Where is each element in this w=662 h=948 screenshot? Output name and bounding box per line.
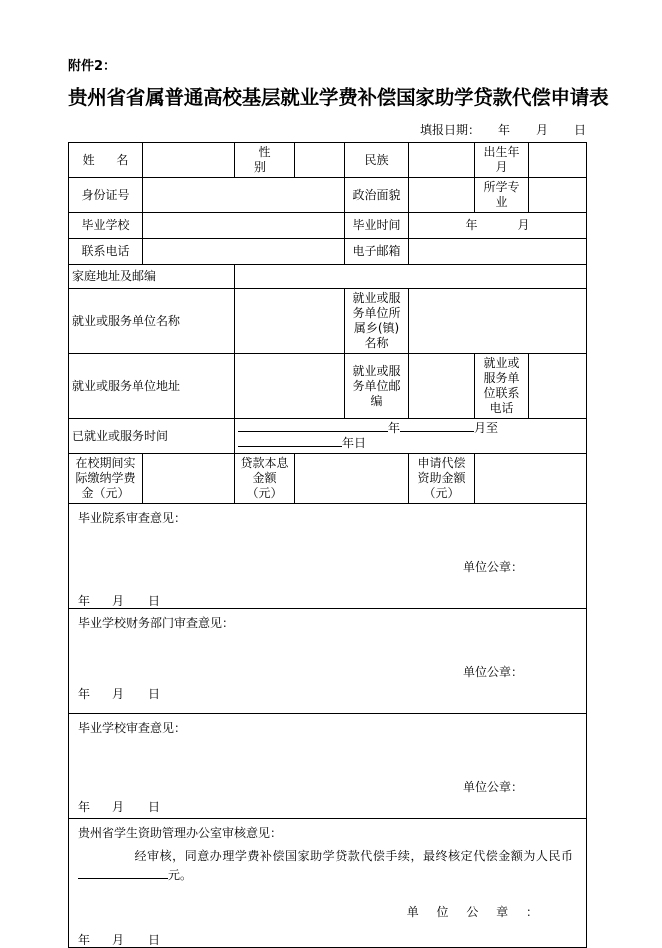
- cell-home-value[interactable]: [235, 265, 587, 289]
- final-amount-blank[interactable]: [78, 878, 168, 879]
- cell-unit-contact-value[interactable]: [529, 354, 587, 419]
- opinion-date-month: 月: [112, 800, 125, 814]
- opinion-block-school[interactable]: [69, 714, 587, 819]
- cell-township-label: 就业或服务单位所属乡(镇)名称: [345, 289, 409, 354]
- opinion-date[interactable]: [78, 800, 160, 815]
- final-date[interactable]: [78, 933, 160, 945]
- service-month1-label: 月至: [474, 421, 499, 435]
- opinion-date-day: 日: [148, 594, 161, 606]
- cell-loan-value[interactable]: [295, 454, 409, 504]
- application-form-table: [68, 142, 587, 948]
- table-row: [69, 178, 587, 213]
- opinion-inner: [72, 716, 583, 816]
- table-row: [69, 454, 587, 504]
- cell-phone-value[interactable]: [143, 239, 345, 265]
- opinion-date-month: 月: [112, 594, 125, 606]
- cell-unit-contact-label: 就业或服务单位联系电话: [475, 354, 529, 419]
- service-start-year-blank[interactable]: [238, 431, 388, 432]
- cell-grad-time-label: 毕业时间: [345, 213, 409, 239]
- opinion-inner: [72, 611, 583, 711]
- cell-political-label: 政治面貌: [345, 178, 409, 213]
- cell-grad-time-value[interactable]: [409, 213, 587, 239]
- cell-ethnicity-label: 民族: [345, 143, 409, 178]
- service-year2-label: 年: [342, 436, 355, 450]
- cell-email-label: 电子邮箱: [345, 239, 409, 265]
- cell-tuition-value[interactable]: [143, 454, 235, 504]
- service-day2-label: 日: [354, 436, 367, 450]
- table-row: [69, 289, 587, 354]
- final-date-month: 月: [112, 933, 125, 945]
- cell-apply-value[interactable]: [475, 454, 587, 504]
- final-date-day: 日: [148, 933, 161, 945]
- cell-postcode-label: 就业或服务单位邮编: [345, 354, 409, 419]
- fill-date-day: 日: [573, 123, 586, 137]
- cell-gender-value[interactable]: [295, 143, 345, 178]
- name-label: 姓 名: [82, 152, 138, 167]
- opinion-date-day: 日: [148, 800, 161, 814]
- table-row: [69, 239, 587, 265]
- cell-service-time-label: 已就业或服务时间: [69, 419, 235, 454]
- service-end-year-blank[interactable]: [238, 446, 342, 447]
- cell-unit-addr-value[interactable]: [235, 354, 345, 419]
- cell-school-value[interactable]: [143, 213, 345, 239]
- cell-major-label: 所学专业: [475, 178, 529, 213]
- cell-postcode-value[interactable]: [409, 354, 475, 419]
- final-opinion-body: [78, 847, 573, 885]
- final-date-year: 年: [78, 933, 91, 945]
- opinion-title: 毕业学校财务部门审查意见：: [78, 616, 235, 630]
- cell-id-value[interactable]: [143, 178, 345, 213]
- final-seal-label: 单 位 公 章 ：: [406, 905, 545, 919]
- fill-date-year: 年: [497, 123, 510, 137]
- cell-apply-label: 申请代偿资助金额（元）: [409, 454, 475, 504]
- opinion-seal-label: 单位公章：: [462, 560, 523, 574]
- final-opinion-title: 贵州省学生资助管理办公室审核意见：: [78, 826, 283, 840]
- opinion-seal-label: 单位公章：: [462, 780, 523, 794]
- table-row: [69, 504, 587, 609]
- cell-township-value[interactable]: [409, 289, 587, 354]
- table-row: [69, 354, 587, 419]
- opinion-date-year: 年: [78, 594, 91, 606]
- page-title: 贵州省省属普通高校基层就业学费补偿国家助学贷款代偿申请表: [68, 86, 609, 109]
- gender-label: 性 别: [253, 145, 280, 174]
- opinion-inner: [72, 506, 583, 606]
- table-row: [69, 213, 587, 239]
- grad-year-label: 年: [465, 218, 478, 232]
- table-row: [69, 819, 587, 948]
- cell-home-label: 家庭地址及邮编: [69, 265, 235, 289]
- grad-month-label: 月: [517, 218, 530, 232]
- final-opinion-text-2: 元。: [168, 868, 193, 882]
- opinion-inner: [72, 821, 583, 945]
- opinion-date[interactable]: [78, 687, 160, 702]
- cell-ethnicity-value[interactable]: [409, 143, 475, 178]
- service-start-month-blank[interactable]: [400, 431, 474, 432]
- cell-unit-name-label: 就业或服务单位名称: [69, 289, 235, 354]
- table-row: [69, 714, 587, 819]
- service-year1-label: 年: [388, 421, 401, 435]
- cell-phone-label: 联系电话: [69, 239, 143, 265]
- opinion-date-year: 年: [78, 800, 91, 814]
- opinion-block-provincial-office[interactable]: [69, 819, 587, 948]
- cell-unit-addr-label: 就业或服务单位地址: [69, 354, 235, 419]
- cell-loan-label: 贷款本息金额（元）: [235, 454, 295, 504]
- attachment-label: 附件2：: [68, 59, 117, 74]
- cell-birth-value[interactable]: [529, 143, 587, 178]
- cell-unit-name-value[interactable]: [235, 289, 345, 354]
- fill-date-line: [330, 122, 586, 138]
- final-opinion-text-1: 经审核，同意办理学费补偿国家助学贷款代偿手续，最终核定代偿金额为人民币: [134, 849, 573, 863]
- cell-email-value[interactable]: [409, 239, 587, 265]
- table-row: [69, 419, 587, 454]
- cell-id-label: 身份证号: [69, 178, 143, 213]
- cell-tuition-label: 在校期间实际缴纳学费金（元）: [69, 454, 143, 504]
- cell-school-label: 毕业学校: [69, 213, 143, 239]
- cell-gender-label: [235, 143, 295, 178]
- table-row: [69, 265, 587, 289]
- opinion-block-department[interactable]: [69, 504, 587, 609]
- table-row: [69, 143, 587, 178]
- opinion-title: 毕业院系审查意见：: [78, 511, 187, 525]
- fill-date-month: 月: [535, 123, 548, 137]
- opinion-date[interactable]: [78, 594, 160, 606]
- opinion-date-day: 日: [148, 687, 161, 701]
- opinion-date-month: 月: [112, 687, 125, 701]
- fill-date-label: 填报日期：: [419, 123, 480, 137]
- cell-political-value[interactable]: [409, 178, 475, 213]
- cell-name-value[interactable]: [143, 143, 235, 178]
- opinion-title: 毕业学校审查意见：: [78, 721, 187, 735]
- cell-birth-label: 出生年月: [475, 143, 529, 178]
- cell-service-time-value[interactable]: [235, 419, 587, 454]
- opinion-block-finance[interactable]: [69, 609, 587, 714]
- table-row: [69, 609, 587, 714]
- cell-major-value[interactable]: [529, 178, 587, 213]
- opinion-date-year: 年: [78, 687, 91, 701]
- cell-name-label: [69, 143, 143, 178]
- opinion-seal-label: 单位公章：: [462, 665, 523, 679]
